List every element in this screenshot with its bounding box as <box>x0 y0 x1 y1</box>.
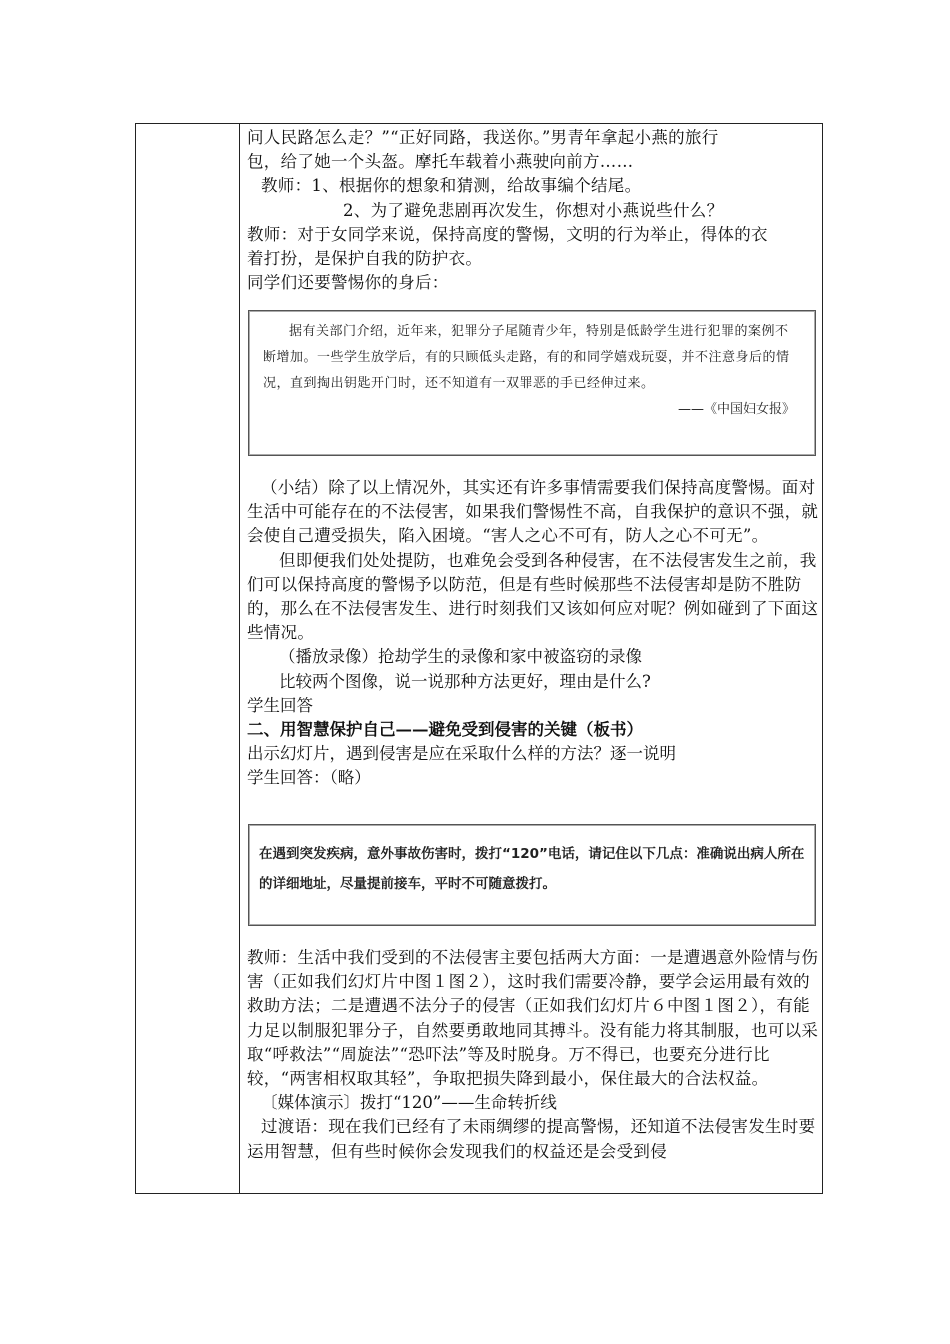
student-answer-2: 学生回答：（略） <box>247 768 371 788</box>
summary-block <box>247 476 819 791</box>
section-heading: 二、用智慧保护自己——避免受到侵害的关键（板书） <box>247 720 643 740</box>
lesson-table <box>135 123 823 1194</box>
teacher-block <box>247 946 819 1164</box>
top-text <box>247 126 817 295</box>
text-line: 教师：1、根据你的想象和猜测，给故事编个结尾。 <box>261 176 642 196</box>
media-line: 〔媒体演示〕拨打“120”——生命转折线 <box>261 1093 557 1113</box>
quote-body: 据有关部门介绍，近年来，犯罪分子尾随青少年，特别是低龄学生进行犯罪的案例不断增加。一些学生放学后，有的只顾低头走路，有的和同学嬉戏玩耍，并不注意身后的情况，直到掏出钥匙开门时，还不知道有一双罪恶的手已经伸过来。 <box>263 324 790 391</box>
slide-line: 出示幻灯片，遇到侵害是应在采取什么样的方法？逐一说明 <box>247 744 676 764</box>
quote-image-newspaper <box>248 310 816 456</box>
teacher-paragraph: 教师：生活中我们受到的不法侵害主要包括两大方面：一是遭遇意外险情与伤害（正如我们幻灯片中图１图２），这时我们需要冷静，要学会运用最有效的救助方法；二是遭遇不法分子的侵害（正如我们幻灯片６中图１图２），有能力足以制服犯罪分子，自然要勇敢地同其搏斗。没有能力将其制服，也可以采取“呼救法”“周旋法”“恐吓法”等及时脱身。万不得已，也要充分进行比较，“两害相权取其轻”，争取把损失降到最小，保住最大的合法权益。 <box>247 948 819 1089</box>
paragraph: 但即便我们处处提防，也难免会受到各种侵害，在不法侵害发生之前，我们可以保持高度的警惕予以防范，但是有些时候那些不法侵害却是防不胜防的，那么在不法侵害发生、进行时刻我们又该如何应对呢？例如碰到了下面这些情况。 <box>247 550 819 643</box>
transition-paragraph: 过渡语：现在我们已经有了未雨绸缪的提高警惕，还知道不法侵害发生时要运用智慧，但有些时候你会发现我们的权益还是会受到侵 <box>247 1117 816 1161</box>
text-line: 教师：对于女同学来说，保持高度的警惕，文明的行为举止，得体的衣 <box>247 224 768 244</box>
text-line: 2、为了避免悲剧再次发生，你想对小燕说些什么？ <box>343 200 724 220</box>
compare-line: 比较两个图像，说一说那种方法更好，理由是什么? <box>279 671 651 691</box>
column-divider <box>239 124 240 1193</box>
text-line: 问人民路怎么走？”“正好同路，我送你。”男青年拿起小燕的旅行 <box>247 128 719 147</box>
text-line: 同学们还要警惕你的身后： <box>247 273 449 293</box>
text-line: 包，给了她一个头盔。摩托车载着小燕驶向前方…… <box>247 152 634 172</box>
quote-source: ——《中国妇女报》 <box>677 402 795 417</box>
summary-paragraph: （小结）除了以上情况外，其实还有许多事情需要我们保持高度警惕。面对生活中可能存在的不法侵害，如果我们警惕性不高，自我保护的意识不强，就会使自己遭受损失，陷入困境。“害人之心不可有，防人之心不可无”。 <box>247 478 819 546</box>
text-line: 着打扮，是保护自我的防护衣。 <box>247 249 483 269</box>
video-line: （播放录像）抢劫学生的录像和家中被盗窃的录像 <box>279 647 642 667</box>
quote-image-120 <box>248 824 816 926</box>
quote-120-text: 在遇到突发疾病，意外事故伤害时，拨打“120”电话，请记住以下几点：准确说出病人所在的详细地址，尽量提前接车，平时不可随意拨打。 <box>259 846 805 892</box>
student-answer: 学生回答 <box>247 695 313 715</box>
